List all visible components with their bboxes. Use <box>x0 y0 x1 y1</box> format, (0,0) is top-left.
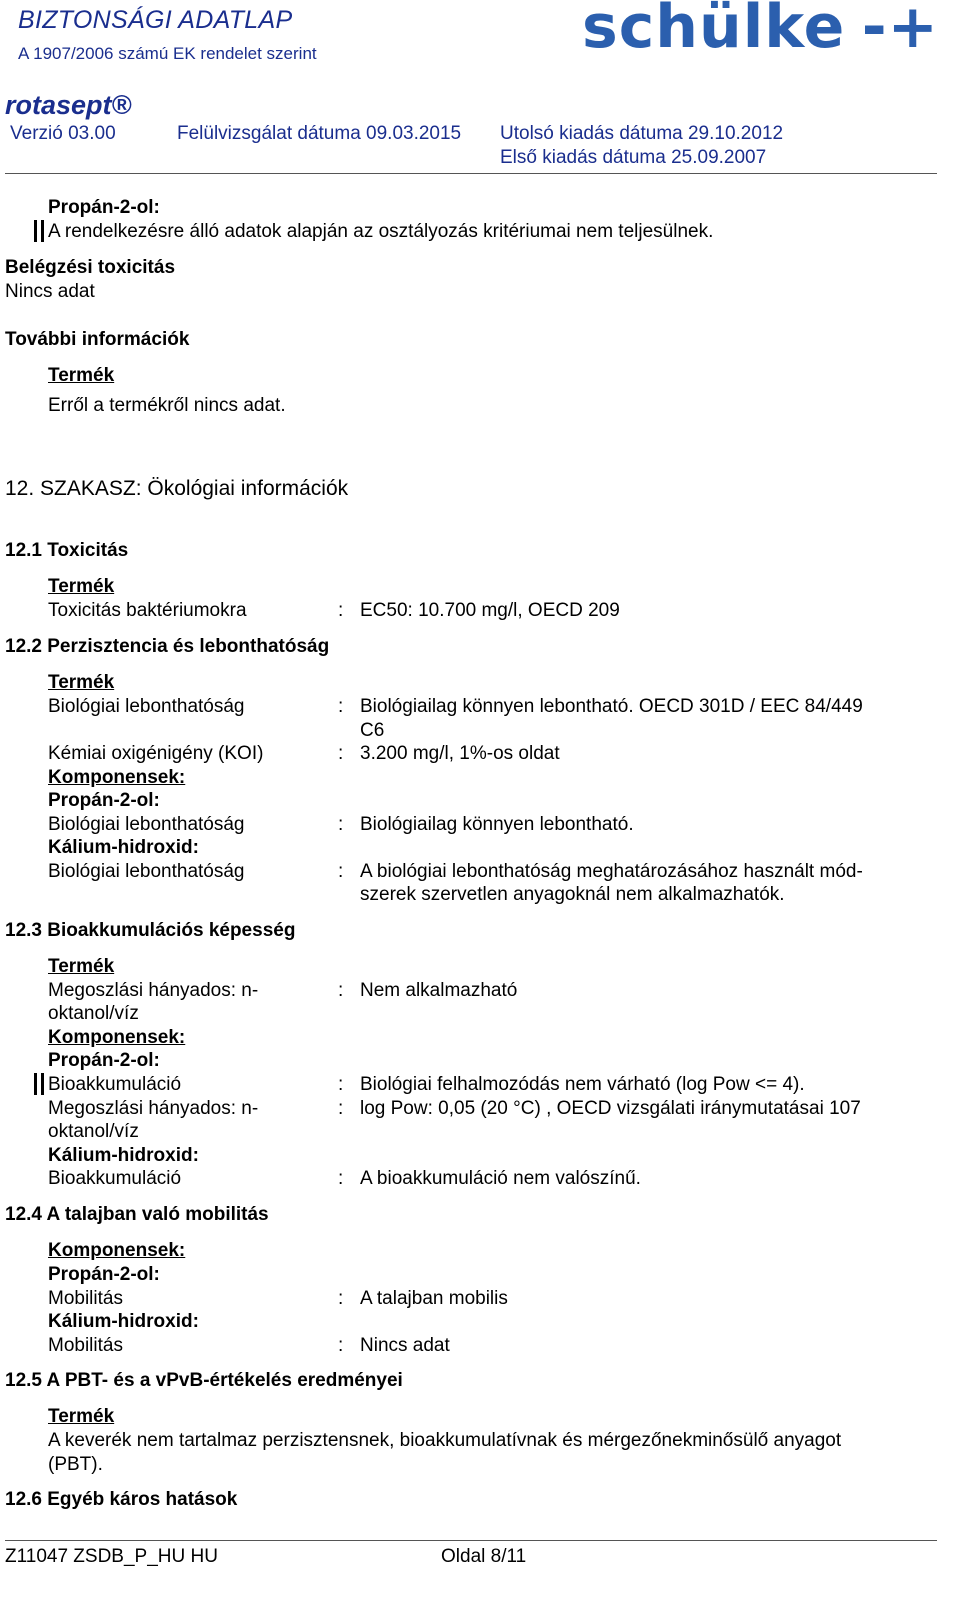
field-value-cont: szerek szervetlen anyagoknál nem alkalmazhatók. <box>360 884 785 905</box>
field-label: Mobilitás <box>48 1335 123 1356</box>
section-12-6-title: 12.6 Egyéb káros hatások <box>5 1489 238 1510</box>
colon: : <box>338 980 344 1001</box>
logo-mark: -+ <box>861 0 939 62</box>
last-issue-date: Utolsó kiadás dátuma 29.10.2012 <box>500 123 784 144</box>
field-value: Nem alkalmazható <box>360 980 518 1001</box>
field-value: A talajban mobilis <box>360 1288 508 1309</box>
colon: : <box>338 861 344 882</box>
components-heading: Komponensek: <box>48 767 186 788</box>
field-label: Bioakkumuláció <box>48 1074 182 1095</box>
propanol-note: A rendelkezésre álló adatok alapján az osztályozás kritériumai nem teljesülnek. <box>48 221 714 242</box>
field-value: EC50: 10.700 mg/l, OECD 209 <box>360 600 620 621</box>
product-name: rotasept® <box>5 90 132 120</box>
field-value: Biológiai felhalmozódás nem várható (log Pow <= 4). <box>360 1074 805 1095</box>
pbt-text: A keverék nem tartalmaz perzisztensnek, bioakkumulatívnak és mérgezőnekminősülő anyagot <box>48 1430 842 1451</box>
schulke-logo <box>582 0 939 62</box>
logo-wordmark: schülke <box>582 0 846 62</box>
section-12-3-title: 12.3 Bioakkumulációs képesség <box>5 920 296 941</box>
header-divider <box>5 173 937 174</box>
field-label-cont: oktanol/víz <box>48 1121 139 1142</box>
field-label: Biológiai lebonthatóság <box>48 861 245 882</box>
field-value: A biológiai lebonthatóság meghatározásához használt mód- <box>360 861 863 882</box>
field-label-cont: oktanol/víz <box>48 1003 139 1024</box>
revision-date: Felülvizsgálat dátuma 09.03.2015 <box>177 123 462 144</box>
section-12-4-title: 12.4 A talajban való mobilitás <box>5 1204 269 1225</box>
field-value: log Pow: 0,05 (20 °C) , OECD vizsgálati iránymutatásai 107 <box>360 1098 861 1119</box>
product-subheading: Termék <box>48 576 115 597</box>
propanol-heading: Propán-2-ol: <box>48 1050 160 1071</box>
field-value: Nincs adat <box>360 1335 450 1356</box>
further-info-text: Erről a termékről nincs adat. <box>48 395 286 416</box>
propanol-heading: Propán-2-ol: <box>48 790 160 811</box>
section-12-1-title: 12.1 Toxicitás <box>5 540 129 561</box>
colon: : <box>338 1335 344 1356</box>
colon: : <box>338 696 344 717</box>
koh-heading: Kálium-hidroxid: <box>48 1145 199 1166</box>
field-value: Biológiailag könnyen lebontható. OECD 301D / EEC 84/449 <box>360 696 863 717</box>
colon: : <box>338 1288 344 1309</box>
inhalation-toxicity-heading: Belégzési toxicitás <box>5 257 176 278</box>
version: Verzió 03.00 <box>10 123 116 144</box>
colon: : <box>338 743 344 764</box>
colon: : <box>338 1098 344 1119</box>
field-label: Toxicitás baktériumokra <box>48 600 247 621</box>
field-value: Biológiailag könnyen lebontható. <box>360 814 634 835</box>
product-subheading: Termék <box>48 956 115 977</box>
field-value: 3.200 mg/l, 1%-os oldat <box>360 743 560 764</box>
colon: : <box>338 1168 344 1189</box>
page-number: Oldal 8/11 <box>441 1546 527 1567</box>
field-value-cont: C6 <box>360 720 385 741</box>
product-subheading: Termék <box>48 365 115 386</box>
components-heading: Komponensek: <box>48 1240 186 1261</box>
change-bar <box>41 220 44 242</box>
field-label: Kémiai oxigénigény (KOI) <box>48 743 264 764</box>
change-bar <box>34 220 37 242</box>
propanol-heading: Propán-2-ol: <box>48 1264 160 1285</box>
field-label: Megoszlási hányados: n- <box>48 1098 259 1119</box>
colon: : <box>338 814 344 835</box>
section-12-5-title: 12.5 A PBT- és a vPvB-értékelés eredményei <box>5 1370 403 1391</box>
field-label: Bioakkumuláció <box>48 1168 182 1189</box>
colon: : <box>338 1074 344 1095</box>
document-title: BIZTONSÁGI ADATLAP <box>18 6 293 34</box>
change-bar <box>34 1073 37 1095</box>
inhalation-toxicity-value: Nincs adat <box>5 281 95 302</box>
koh-heading: Kálium-hidroxid: <box>48 1311 199 1332</box>
section-12-2-title: 12.2 Perzisztencia és lebonthatóság <box>5 636 330 657</box>
product-subheading: Termék <box>48 672 115 693</box>
field-label: Megoszlási hányados: n- <box>48 980 259 1001</box>
colon: : <box>338 600 344 621</box>
pbt-text-cont: (PBT). <box>48 1454 103 1475</box>
document-code: Z11047 ZSDB_P_HU HU <box>5 1546 218 1567</box>
section-12-title: 12. SZAKASZ: Ökológiai információk <box>5 477 349 500</box>
product-subheading: Termék <box>48 1406 115 1427</box>
change-bar <box>41 1073 44 1095</box>
field-label: Biológiai lebonthatóság <box>48 814 245 835</box>
koh-heading: Kálium-hidroxid: <box>48 837 199 858</box>
further-info-heading: További információk <box>5 329 190 350</box>
regulation-note: A 1907/2006 számú EK rendelet szerint <box>18 44 317 63</box>
components-heading: Komponensek: <box>48 1027 186 1048</box>
propanol-heading: Propán-2-ol: <box>48 197 160 218</box>
field-label: Biológiai lebonthatóság <box>48 696 245 717</box>
field-value: A bioakkumuláció nem valószínű. <box>360 1168 641 1189</box>
footer-divider <box>5 1540 937 1541</box>
first-issue-date: Első kiadás dátuma 25.09.2007 <box>500 147 767 168</box>
field-label: Mobilitás <box>48 1288 123 1309</box>
